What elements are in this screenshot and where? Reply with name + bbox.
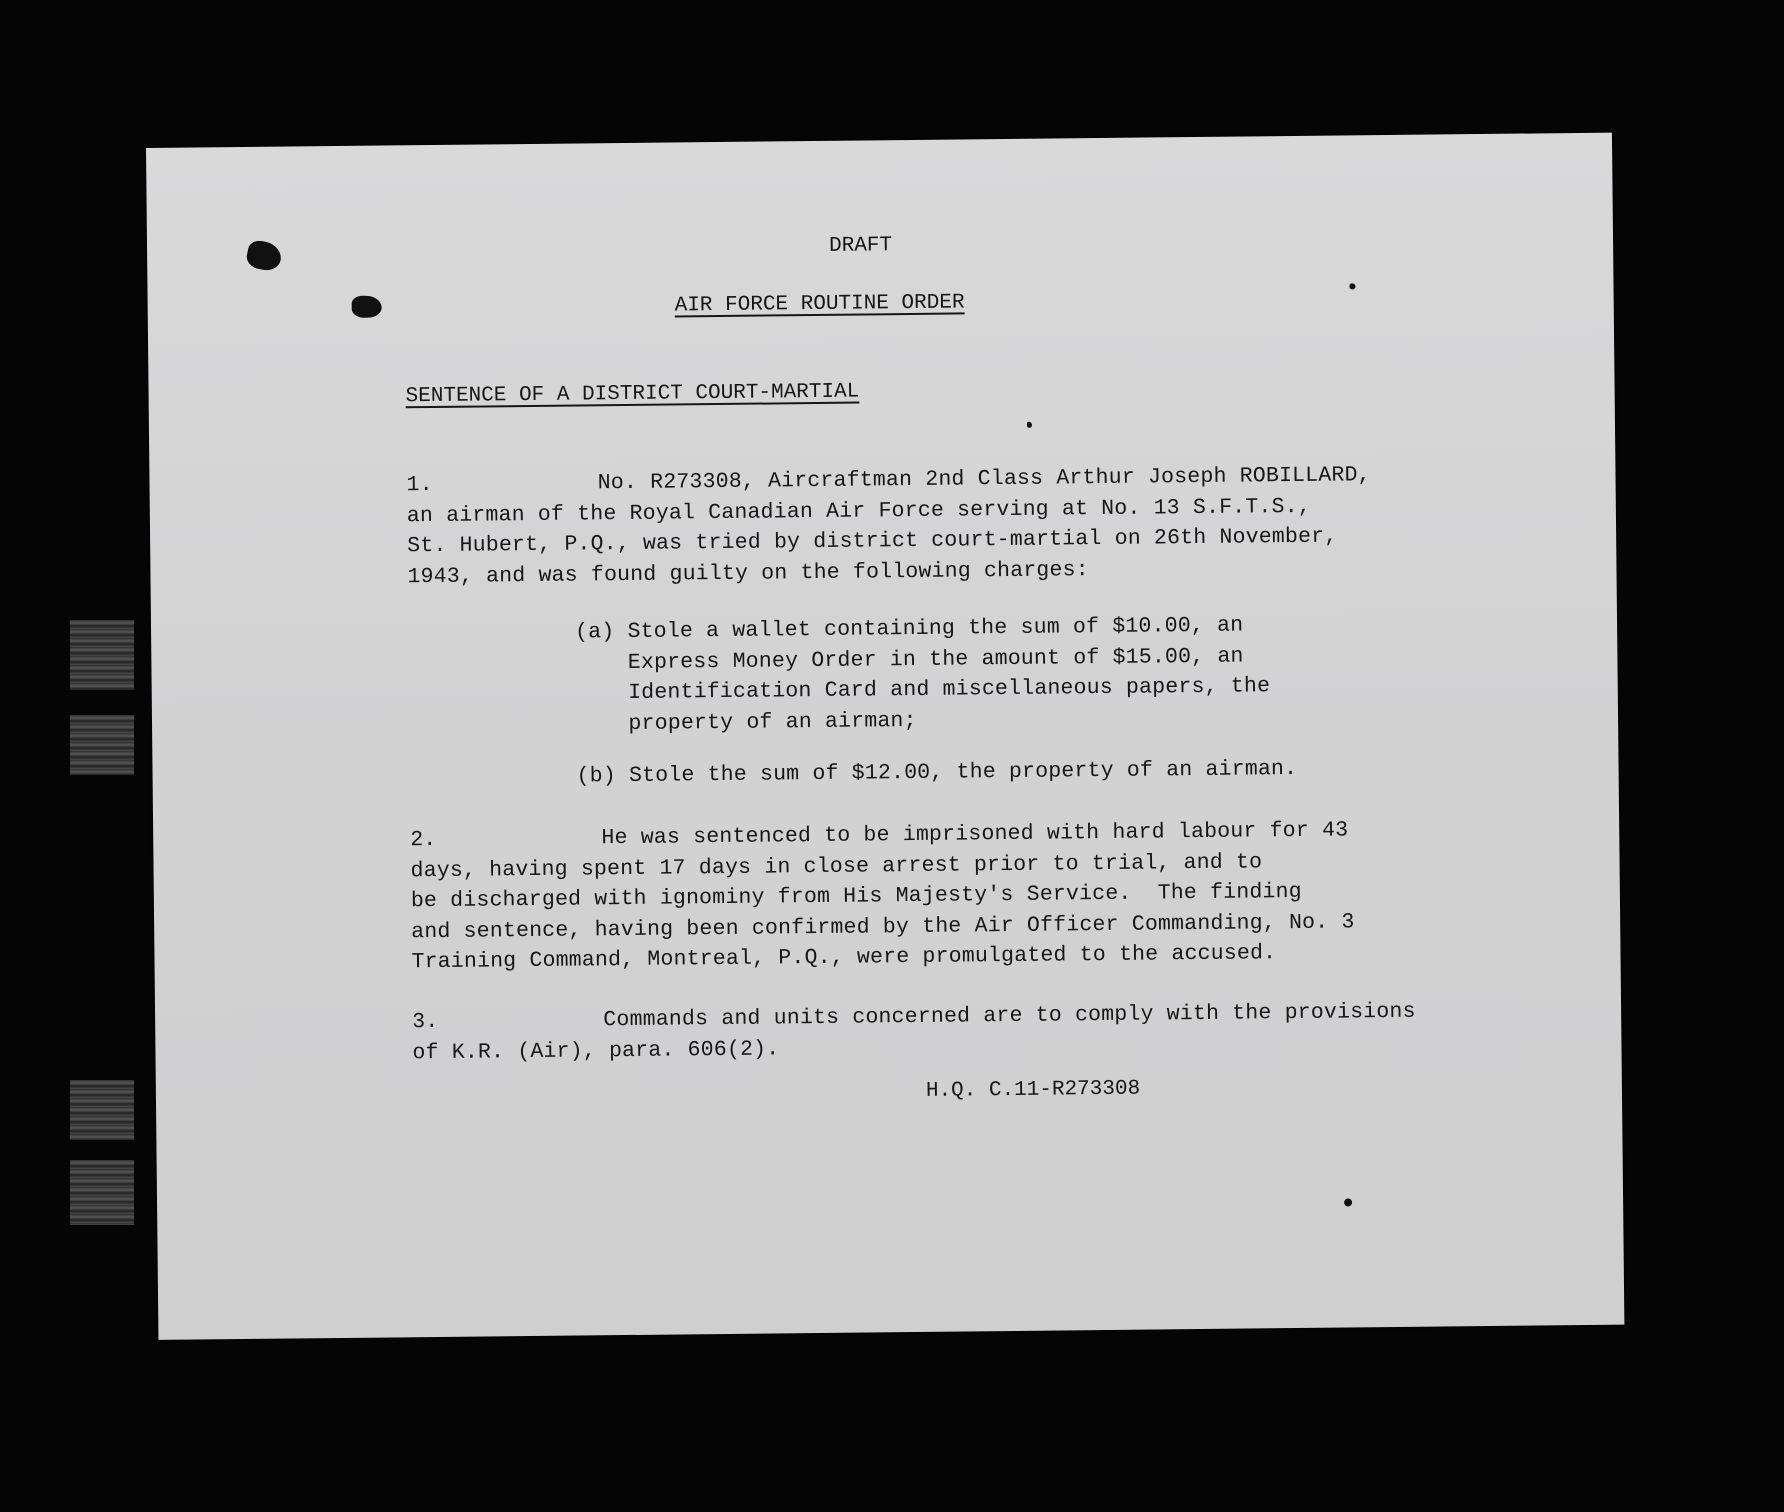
paragraph-line: Commands and units concerned are to comply with the provisions bbox=[603, 999, 1416, 1033]
paragraph-line: be discharged with ignominy from His Majesty's Service. The finding bbox=[410, 879, 1302, 914]
charge-label: (a) bbox=[574, 620, 615, 645]
paragraph-line: He was sentenced to be imprisoned with hard labour for 43 bbox=[601, 818, 1349, 851]
paragraph-line: and sentence, having been confirmed by the Air Officer Commanding, No. 3 bbox=[411, 909, 1355, 944]
charge-line: Express Money Order in the amount of $15.00, an bbox=[627, 644, 1244, 675]
file-reference: H.Q. C.11-R273308 bbox=[925, 1077, 1141, 1103]
draft-label: DRAFT bbox=[828, 234, 893, 258]
document-page bbox=[146, 133, 1624, 1340]
paragraph-line: an airman of the Royal Canadian Air Force serving at No. 13 S.F.T.S., bbox=[406, 494, 1311, 528]
film-edge-strip bbox=[70, 715, 134, 775]
film-edge-strip bbox=[70, 1160, 134, 1225]
charge-label: (b) bbox=[576, 764, 617, 789]
paragraph-3 bbox=[412, 997, 1416, 1069]
section-heading: SENTENCE OF A DISTRICT COURT-MARTIAL bbox=[405, 380, 860, 409]
film-edge-strip bbox=[70, 1080, 134, 1140]
paragraph-line: days, having spent 17 days in close arrest prior to trial, and to bbox=[410, 849, 1263, 883]
paragraph-number: 2. bbox=[410, 827, 437, 853]
charge-line: Stole a wallet containing the sum of $10.00, an bbox=[627, 613, 1244, 644]
ink-speck bbox=[1349, 283, 1355, 289]
charge-line: property of an airman; bbox=[628, 708, 917, 736]
paragraph-line: of K.R. (Air), para. 606(2). bbox=[412, 1036, 780, 1065]
paragraph-2 bbox=[410, 815, 1355, 977]
paragraph-line: Training Command, Montreal, P.Q., were promulgated to the accused. bbox=[411, 941, 1277, 975]
ink-speck bbox=[1027, 422, 1032, 428]
order-title: AIR FORCE ROUTINE ORDER bbox=[674, 291, 965, 318]
paragraph-line: No. R273308, Aircraftman 2nd Class Arthur Joseph ROBILLARD, bbox=[597, 463, 1371, 496]
charge-line: Identification Card and miscellaneous papers, the bbox=[628, 674, 1271, 705]
charge-a bbox=[575, 610, 1271, 739]
ink-blot bbox=[245, 239, 284, 273]
ink-speck bbox=[1344, 1198, 1352, 1206]
paragraph-number: 3. bbox=[412, 1009, 439, 1035]
film-edge-strip bbox=[70, 620, 134, 690]
paragraph-1 bbox=[406, 460, 1371, 592]
paragraph-number: 1. bbox=[406, 473, 433, 498]
charge-line: Stole the sum of $12.00, the property of an airman. bbox=[628, 756, 1298, 788]
ink-blot bbox=[352, 296, 382, 318]
paragraph-line: St. Hubert, P.Q., was tried by district court-martial on 26th November, bbox=[407, 524, 1338, 559]
paragraph-line: 1943, and was found guilty on the following charges: bbox=[407, 557, 1089, 589]
charge-b bbox=[576, 754, 1297, 792]
